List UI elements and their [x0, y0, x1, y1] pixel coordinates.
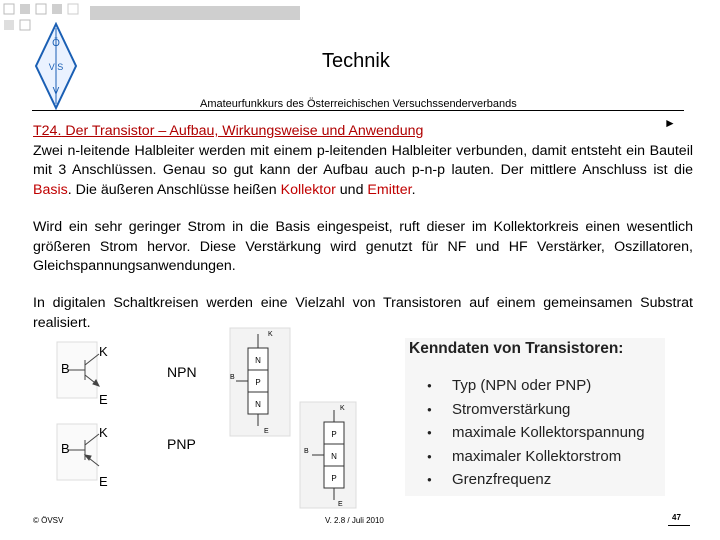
list-item: ● Typ (NPN oder PNP)	[427, 374, 645, 398]
pnp-top-pin: K	[340, 405, 345, 412]
transistor-properties-box	[405, 338, 665, 496]
pnp-layers	[300, 402, 356, 508]
logo-bottom: V	[52, 86, 60, 97]
pnp-e: E	[99, 474, 108, 489]
pnp-base-pin: B	[304, 448, 309, 455]
pnp-layer-p1: P	[331, 430, 337, 439]
properties-list	[427, 374, 645, 492]
page-title: Technik	[322, 50, 390, 72]
npn-e: E	[99, 392, 108, 407]
p1-text-b: . Die äußeren Anschlüsse heißen	[67, 181, 281, 198]
heading-text: Der Transistor – Aufbau, Wirkungsweise und Anwendung	[61, 123, 424, 139]
properties-title: Kenndaten von Transistoren:	[409, 340, 624, 357]
list-item: ● maximale Kollektorspannung	[427, 421, 645, 445]
npn-label: NPN	[167, 364, 197, 380]
npn-layer-n2: N	[255, 400, 261, 409]
npn-b: B	[61, 361, 70, 376]
npn-base-pin: B	[230, 374, 235, 381]
footer-version: V. 2.8 / Juli 2010	[325, 516, 384, 525]
logo-top: Ö	[52, 38, 60, 49]
p1-text-c: und	[335, 181, 368, 198]
pnp-label: PNP	[167, 436, 196, 452]
section-heading	[33, 123, 423, 139]
page-number-underline	[668, 525, 690, 526]
pnp-b: B	[61, 441, 70, 456]
pnp-layer-p2: P	[331, 474, 337, 483]
transistor-symbols	[55, 340, 155, 490]
list-item: ● Stromverstärkung	[427, 398, 645, 422]
page-subtitle: Amateurfunkkurs des Österreichischen Versuchssenderverbands	[200, 98, 517, 110]
npn-layers	[230, 328, 290, 436]
list-item: ● maximaler Kollektorstrom	[427, 445, 645, 469]
term-basis: Basis	[33, 181, 68, 198]
next-triangle-icon[interactable]: ►	[664, 116, 676, 130]
transistor-layer-diagrams	[228, 326, 358, 510]
p1-text-a: Zwei n-leitende Halbleiter werden mit einem p-leitenden Halbleiter verbunden, damit entsteht ein Bauteil mit 3 Anschlüssen. Genau so gut kann der Aufbau auch p-n-p lauten. Der mittlere Anschluss ist die	[33, 142, 693, 178]
npn-bottom-pin: E	[264, 428, 269, 435]
list-item: ● Grenzfrequenz	[427, 468, 645, 492]
paragraph-digital: In digitalen Schaltkreisen werden eine Vielzahl von Transistoren auf einem gemeinsamen Substrat realisiert.	[33, 295, 693, 331]
npn-layer-n1: N	[255, 356, 261, 365]
npn-top-pin: K	[268, 331, 273, 338]
page-number: 47	[672, 513, 681, 522]
oevsv-logo	[32, 22, 80, 110]
npn-layer-p: P	[255, 378, 261, 387]
term-emitter: Emitter	[367, 181, 412, 198]
pnp-layer-n: N	[331, 452, 337, 461]
footer-copyright: © ÖVSV	[33, 516, 64, 525]
logo-middle: V S	[48, 62, 64, 72]
paragraph-function: Wird ein sehr geringer Strom in die Basis eingespeist, ruft dieser im Kollektorkreis einen wesentlich größeren Strom hervor. Diese Verstärkung wird genutzt für NF und HF Verstärker, Oszillatoren, Gleichspannungsanwendungen.	[33, 219, 693, 274]
pnp-bottom-pin: E	[338, 501, 343, 508]
header-divider	[32, 110, 684, 111]
p1-text-d: .	[411, 181, 416, 198]
paragraph-structure	[33, 122, 693, 200]
pnp-k: K	[99, 425, 108, 440]
term-kollektor: Kollektor	[280, 181, 336, 198]
npn-k: K	[99, 344, 108, 359]
heading-number: T24.	[33, 123, 62, 139]
